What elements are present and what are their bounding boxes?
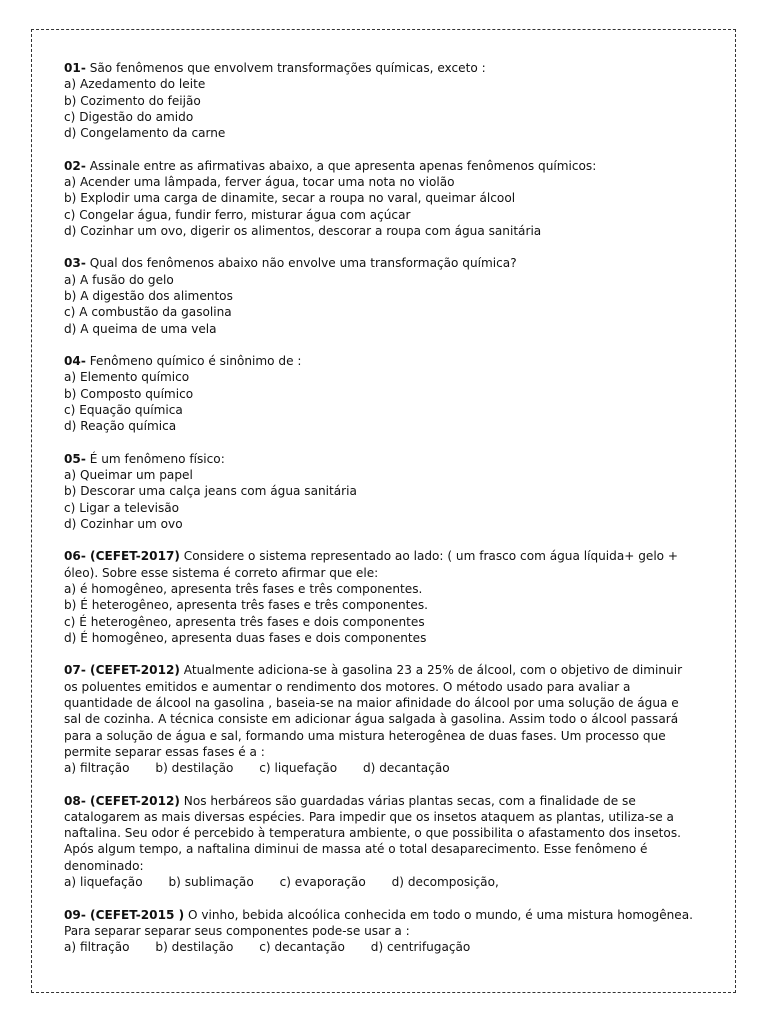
question-stem (64, 60, 694, 76)
question-number: 09- (CEFET-2015 ) (64, 907, 185, 922)
option-d: d) Congelamento da carne (64, 126, 226, 141)
option-b: b) Descorar uma calça jeans com água sanitária (64, 484, 357, 499)
option-c: c) Equação química (64, 402, 183, 417)
question-01 (64, 60, 694, 141)
option-row (64, 939, 694, 955)
question-number: 07- (CEFET-2012) (64, 663, 180, 678)
question-text: É um fenômeno físico: (85, 451, 225, 466)
option-d: d) decomposição, (391, 875, 499, 890)
question-stem (64, 662, 694, 760)
question-stem (64, 907, 694, 940)
option-a: a) filtração (64, 761, 130, 776)
option-b: b) Explodir uma carga de dinamite, secar a roupa no varal, queimar álcool (64, 191, 516, 206)
question-stem (64, 158, 694, 174)
question-text: Assinale entre as afirmativas abaixo, a que apresenta apenas fenômenos químicos: (85, 158, 597, 173)
question-number: 02- (64, 158, 86, 173)
option-b: b) Cozimento do feijão (64, 93, 201, 108)
option-c: c) decantação (259, 940, 345, 955)
question-text: Nos herbáreos são guardadas várias plantas secas, com a finalidade de se catalogarem as mais diversas espécies. Para impedir que os insetos ataquem as plantas, utiliza-se a naftalina. Seu odor é percebido à temperatura ambiente, o que possibilita o afastamento dos insetos. Após algum tempo, a naftalina diminui de massa até o total desaparecimento. Esse fenômeno é denominado: (64, 793, 681, 873)
question-stem (64, 793, 694, 874)
option-a: a) Queimar um papel (64, 467, 193, 482)
option-c: c) Congelar água, fundir ferro, misturar água com açúcar (64, 207, 411, 222)
option-b: b) É heterogêneo, apresenta três fases e três componentes. (64, 598, 428, 613)
option-d: d) decantação (362, 761, 450, 776)
option-c: c) Ligar a televisão (64, 500, 180, 515)
question-number: 05- (64, 451, 86, 466)
question-number: 06- (CEFET-2017) (64, 549, 180, 564)
option-c: c) liquefação (259, 761, 338, 776)
option-b: b) destilação (155, 940, 234, 955)
question-05 (64, 451, 694, 532)
option-d: d) Cozinhar um ovo (64, 516, 183, 531)
question-number: 03- (64, 256, 86, 271)
option-b: b) Composto químico (64, 386, 194, 401)
question-text: Fenômeno químico é sinônimo de : (85, 354, 302, 369)
option-c: c) evaporação (279, 875, 366, 890)
question-text: Considere o sistema representado ao lado: ( um frasco com água líquida+ gelo + óleo). Sobre esse sistema é correto afirmar que ele: (64, 549, 679, 580)
question-number: 01- (64, 61, 86, 75)
question-stem (64, 451, 694, 467)
question-03 (64, 255, 694, 336)
option-a: a) A fusão do gelo (64, 272, 174, 287)
option-d: d) É homogêneo, apresenta duas fases e dois componentes (64, 630, 427, 645)
option-a: a) filtração (64, 940, 130, 955)
question-stem (64, 255, 694, 271)
question-text: Qual dos fenômenos abaixo não envolve uma transformação química? (85, 256, 517, 271)
option-c: c) A combustão da gasolina (64, 305, 232, 320)
question-text: Atualmente adiciona-se à gasolina 23 a 25% de álcool, com o objetivo de diminuir os poluentes emitidos e aumentar o rendimento dos motores. O método usado para avaliar a quantidade de álcool na gasolina , baseia-se na maior afinidade do álcool por uma solução de água e sal de cozinha. A técnica consiste em adicionar água salgada à gasolina. Assim todo o álcool passará para a solução de água e sal, formando uma mistura heterogênea de duas fases. Um processo que permite separar essas fases é a : (64, 663, 683, 759)
question-number: 08- (CEFET-2012) (64, 793, 180, 808)
question-09 (64, 907, 694, 956)
option-d: d) Reação química (64, 419, 177, 434)
option-a: a) Elemento químico (64, 370, 190, 385)
option-a: a) Acender uma lâmpada, ferver água, tocar uma nota no violão (64, 174, 455, 189)
question-07 (64, 662, 694, 776)
option-row (64, 874, 694, 890)
option-a: a) Azedamento do leite (64, 77, 206, 92)
option-b: b) sublimação (168, 875, 254, 890)
question-list (64, 60, 694, 972)
question-06 (64, 548, 694, 646)
option-a: a) liquefação (64, 875, 143, 890)
option-c: c) É heterogêneo, apresenta três fases e dois componentes (64, 614, 425, 629)
question-08 (64, 793, 694, 891)
option-d: d) centrifugação (370, 940, 471, 955)
question-stem (64, 353, 694, 369)
question-text: O vinho, bebida alcoólica conhecida em todo o mundo, é uma mistura homogênea. Para separar separar seus componentes pode-se usar a : (64, 907, 693, 938)
question-02 (64, 158, 694, 239)
option-d: d) Cozinhar um ovo, digerir os alimentos, descorar a roupa com água sanitária (64, 223, 542, 238)
option-b: b) destilação (155, 761, 234, 776)
option-c: c) Digestão do amido (64, 109, 194, 124)
question-stem (64, 548, 694, 581)
option-row (64, 760, 694, 776)
option-d: d) A queima de uma vela (64, 321, 217, 336)
question-text: São fenômenos que envolvem transformações químicas, exceto : (85, 61, 486, 75)
option-a: a) é homogêneo, apresenta três fases e três componentes. (64, 581, 423, 596)
option-b: b) A digestão dos alimentos (64, 288, 233, 303)
question-number: 04- (64, 354, 86, 369)
question-04 (64, 353, 694, 434)
